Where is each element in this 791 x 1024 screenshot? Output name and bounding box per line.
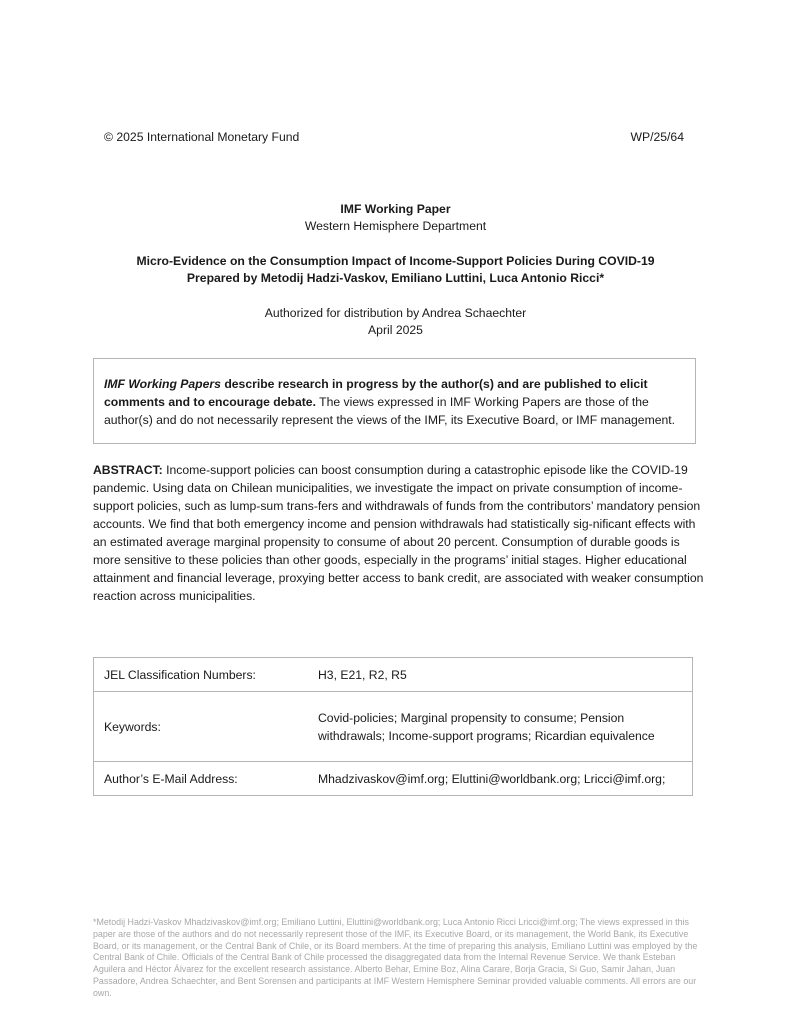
email-value: Mhadzivaskov@imf.org; Eluttini@worldbank.org; Lricci@imf.org;	[298, 762, 693, 796]
jel-label: JEL Classification Numbers:	[94, 658, 299, 692]
department: Western Hemisphere Department	[304, 219, 487, 233]
keywords-value: Covid-policies; Marginal propensity to consume; Pension withdrawals; Income-support programs; Ricardian equivalence	[298, 692, 693, 762]
disclaimer-box	[93, 358, 696, 444]
disclaimer-italic-lead: IMF Working Papers	[104, 377, 221, 391]
series-label: IMF Working Paper	[340, 202, 451, 216]
abstract	[93, 461, 705, 605]
jel-value: H3, E21, R2, R5	[298, 658, 693, 692]
classification-table	[93, 657, 693, 796]
email-label: Author’s E-Mail Address:	[94, 762, 299, 796]
keywords-label: Keywords:	[94, 692, 299, 762]
author-footnote: *Metodij Hadzi-Vaskov Mhadzivaskov@imf.org; Emiliano Luttini, Eluttini@worldbank.org; Luca Antonio Ricci Lricci@imf.org; The views expressed in this paper are those of the authors and do not necessarily represent those of the IMF, its Executive Board, or its management, the World Bank, its Executive Board, or its management, or the Central Bank of Chile, or its Board members. At the time of preparing this analysis, Emiliano Luttini was employed by the Central Bank of Chile. Officials of the Central Bank of Chile processed the disaggregated data from the Internal Revenue Service. We thank Esteban Aguilera and Héctor Álvarez for the excellent research assistance. Alberto Behar, Emine Boz, Alina Carare, Borja Gracia, Si Guo, Samir Jahan, Juan Passadore, Andrea Schaechter, and Bent Sorensen and participants at IMF Western Hemisphere Seminar provided valuable comments. All errors are our own.	[93, 917, 698, 998]
table-row	[94, 658, 693, 692]
abstract-label: ABSTRACT:	[93, 463, 163, 477]
publication-date: April 2025	[368, 323, 423, 337]
copyright-notice: © 2025 International Monetary Fund	[104, 130, 300, 144]
authors-line: Prepared by Metodij Hadzi-Vaskov, Emiliano Luttini, Luca Antonio Ricci*	[186, 271, 605, 285]
paper-title: Micro-Evidence on the Consumption Impact of Income-Support Policies During COVID-19	[136, 254, 655, 268]
table-row	[94, 762, 693, 796]
abstract-text: Income-support policies can boost consumption during a catastrophic episode like the COVID-19 pandemic. Using data on Chilean municipalities, we investigate the impact on private consumption of income-support policies, such as lump-sum trans-fers and withdrawals of funds from the contributors’ mandatory pension accounts. We find that both emergency income and pension withdrawals had statistically sig-nificant effects with an estimated average marginal propensity to consume of about 20 percent. Consumption of durable goods is more sensitive to these policies than other goods, especially in the programs’ initial stages. Higher educational attainment and financial leverage, proxying better access to bank credit, are associated with weaker consumption reaction across municipalities.	[93, 463, 704, 603]
disclaimer-text: The views expressed in IMF Working Papers are those of the author(s) and do not necessarily represent the views of the IMF, its Executive Board, or IMF management.	[104, 395, 676, 427]
working-paper-number: WP/25/64	[630, 130, 684, 144]
disclaimer-bold-text: describe research in progress by the author(s) and are published to elicit comments and to encourage debate.	[104, 377, 648, 409]
table-row	[94, 692, 693, 762]
authorized-by: Authorized for distribution by Andrea Schaechter	[264, 306, 527, 320]
